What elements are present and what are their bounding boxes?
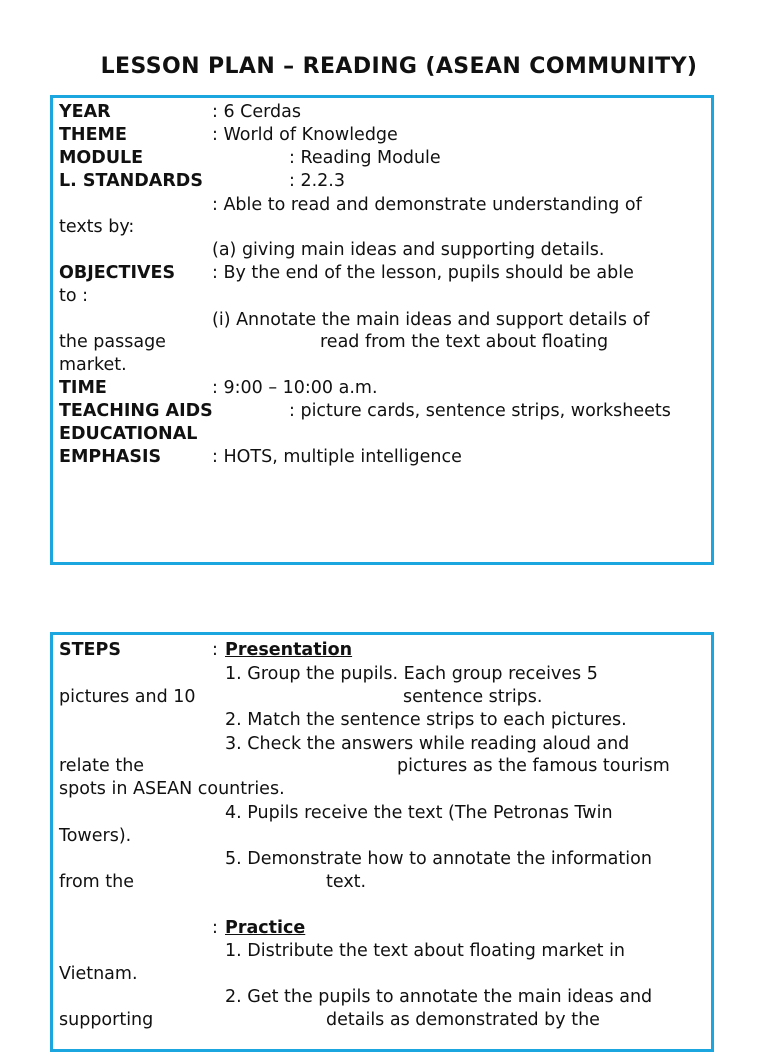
standards-description: : Able to read and demonstrate understanding of [212, 195, 642, 215]
time-label: TIME [59, 378, 107, 398]
objectives-label: OBJECTIVES [59, 263, 176, 283]
steps-label: STEPS [59, 640, 121, 660]
objectives-point-i: (i) Annotate the main ideas and support details of [212, 310, 650, 330]
objectives-point-i-cont-right: read from the text about floating [320, 332, 609, 352]
objectives-value-cont: to : [59, 286, 89, 306]
year-label: YEAR [59, 102, 111, 122]
presentation-step-3-cont-left: relate the [59, 756, 145, 776]
standards-point-a: (a) giving main ideas and supporting details. [212, 240, 605, 260]
time-value: : 9:00 – 10:00 a.m. [212, 378, 378, 398]
teaching-aids-value: : picture cards, sentence strips, worksheets [289, 401, 671, 421]
module-label: MODULE [59, 148, 144, 168]
page-title: LESSON PLAN – READING (ASEAN COMMUNITY) [100, 54, 698, 79]
presentation-step-1-cont-right: sentence strips. [403, 687, 543, 707]
standards-description-cont: texts by: [59, 217, 135, 237]
objectives-value: : By the end of the lesson, pupils should be able [212, 263, 634, 283]
presentation-step-1: 1. Group the pupils. Each group receives 5 [225, 664, 598, 684]
standards-value: : 2.2.3 [289, 171, 345, 191]
presentation-step-4-cont: Towers). [59, 826, 132, 846]
practice-step-1-cont: Vietnam. [59, 964, 138, 984]
practice-step-2-cont-right: details as demonstrated by the [326, 1010, 600, 1030]
presentation-step-3-end: spots in ASEAN countries. [59, 779, 285, 799]
steps-box [50, 632, 714, 1052]
module-value: : Reading Module [289, 148, 441, 168]
presentation-heading: Presentation [225, 640, 353, 660]
presentation-step-3: 3. Check the answers while reading aloud and [225, 734, 630, 754]
practice-step-1: 1. Distribute the text about floating market in [225, 941, 626, 961]
presentation-step-5-cont-right: text. [326, 872, 367, 892]
objectives-point-i-end: market. [59, 355, 127, 375]
practice-step-2: 2. Get the pupils to annotate the main ideas and [225, 987, 653, 1007]
year-value: : 6 Cerdas [212, 102, 301, 122]
practice-step-2-cont-left: supporting [59, 1010, 154, 1030]
lesson-info-box [50, 95, 714, 565]
presentation-colon: : [212, 640, 218, 660]
practice-colon: : [212, 918, 218, 938]
theme-label: THEME [59, 125, 127, 145]
presentation-step-4: 4. Pupils receive the text (The Petronas Twin [225, 803, 613, 823]
practice-heading: Practice [225, 918, 306, 938]
presentation-step-5-cont-left: from the [59, 872, 135, 892]
theme-value: : World of Knowledge [212, 125, 398, 145]
presentation-step-3-cont-right: pictures as the famous tourism [397, 756, 670, 776]
emphasis-value: : HOTS, multiple intelligence [212, 447, 462, 467]
emphasis-label: EMPHASIS [59, 447, 162, 467]
teaching-aids-label: TEACHING AIDS [59, 401, 213, 421]
presentation-step-1-cont-left: pictures and 10 [59, 687, 196, 707]
presentation-step-2: 2. Match the sentence strips to each pictures. [225, 710, 627, 730]
standards-label: L. STANDARDS [59, 171, 203, 191]
objectives-point-i-cont-left: the passage [59, 332, 166, 352]
educational-label: EDUCATIONAL [59, 424, 198, 444]
presentation-step-5: 5. Demonstrate how to annotate the information [225, 849, 652, 869]
